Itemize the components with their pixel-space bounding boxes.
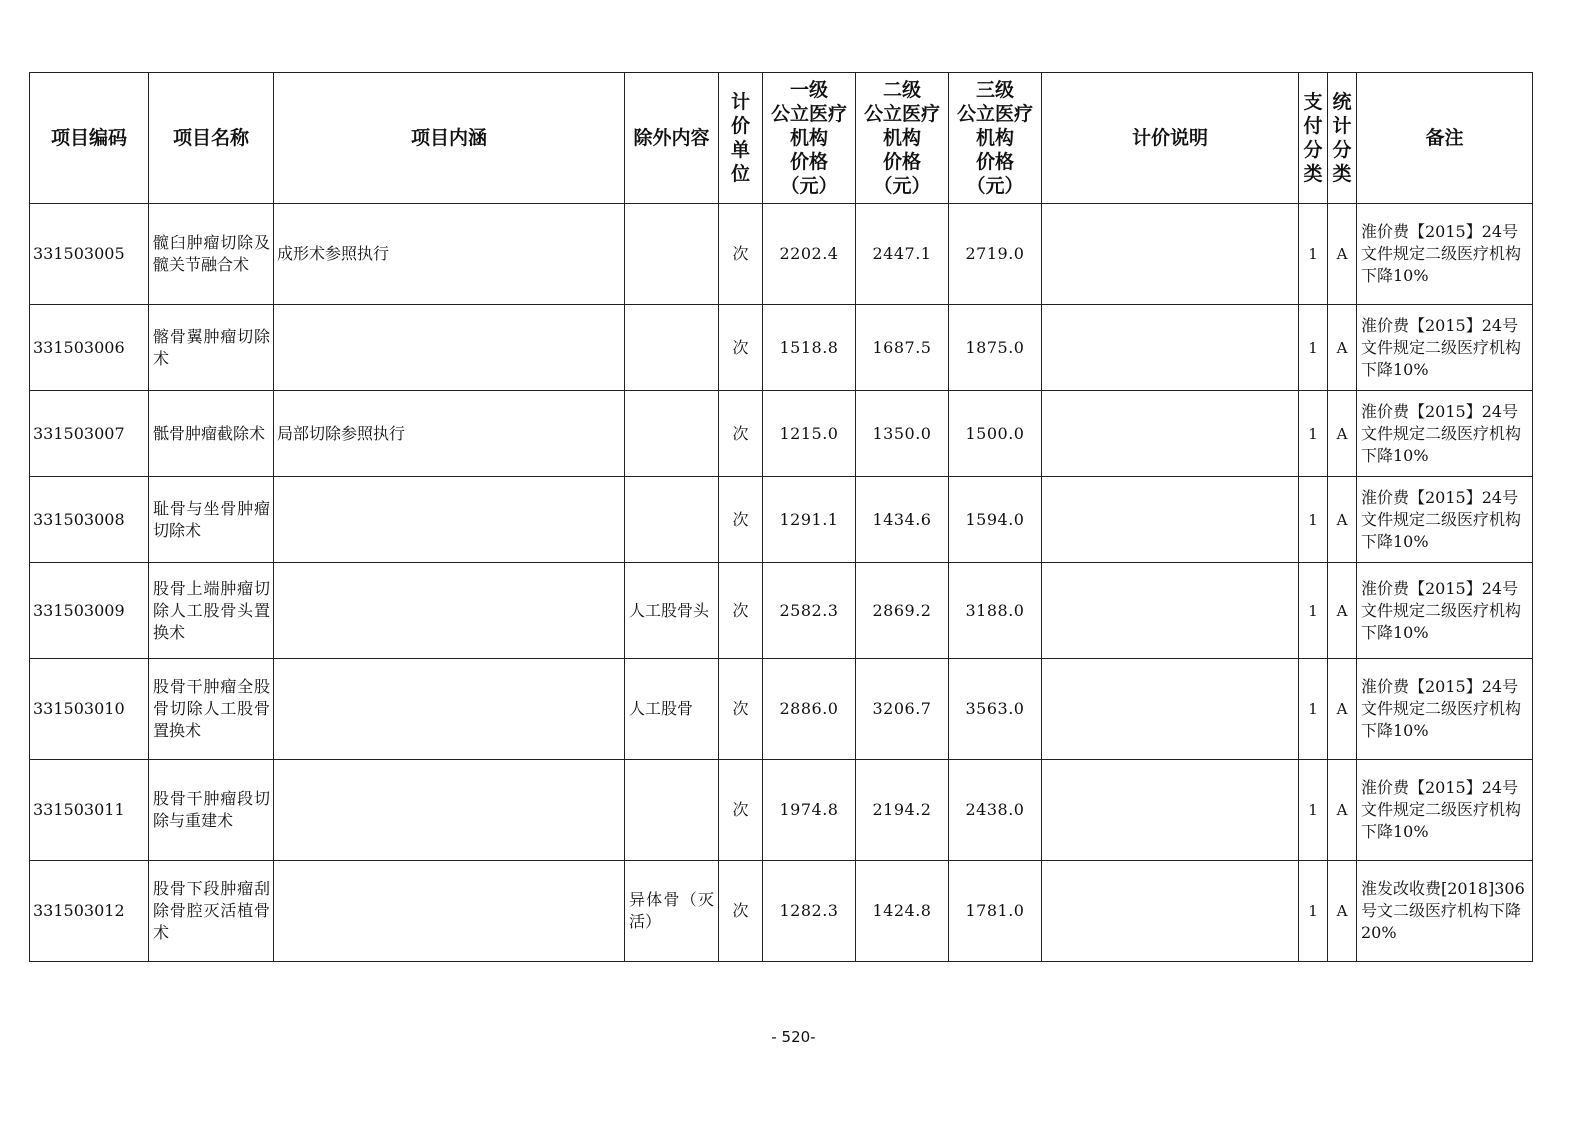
table-row bbox=[30, 477, 1533, 563]
cell-pay-class: 1 bbox=[1299, 477, 1328, 563]
cell-code: 331503006 bbox=[30, 305, 149, 391]
cell-code: 331503008 bbox=[30, 477, 149, 563]
header-pay-class: 支 付 分 类 bbox=[1299, 73, 1328, 204]
header-exclude: 除外内容 bbox=[625, 73, 719, 204]
cell-price-level1: 2582.3 bbox=[763, 563, 856, 659]
cell-desc bbox=[1042, 659, 1299, 760]
header-price-level2: 二级 公立医疗 机构 价格 （元） bbox=[856, 73, 949, 204]
cell-code: 331503012 bbox=[30, 861, 149, 962]
cell-unit: 次 bbox=[719, 305, 763, 391]
table-row bbox=[30, 391, 1533, 477]
cell-content bbox=[274, 477, 625, 563]
cell-pay-class: 1 bbox=[1299, 204, 1328, 305]
header-name: 项目名称 bbox=[149, 73, 274, 204]
cell-remark: 淮价费【2015】24号文件规定二级医疗机构下降10% bbox=[1357, 760, 1533, 861]
cell-price-level3: 2719.0 bbox=[949, 204, 1042, 305]
cell-remark: 淮发改收费[2018]306号文二级医疗机构下降20% bbox=[1357, 861, 1533, 962]
cell-content bbox=[274, 659, 625, 760]
cell-name: 股骨干肿瘤段切除与重建术 bbox=[149, 760, 274, 861]
cell-pay-class: 1 bbox=[1299, 563, 1328, 659]
cell-price-level2: 2869.2 bbox=[856, 563, 949, 659]
table-row bbox=[30, 204, 1533, 305]
cell-exclude bbox=[625, 391, 719, 477]
cell-price-level1: 1282.3 bbox=[763, 861, 856, 962]
cell-price-level1: 2886.0 bbox=[763, 659, 856, 760]
cell-stat-class: A bbox=[1328, 861, 1357, 962]
cell-desc bbox=[1042, 563, 1299, 659]
cell-price-level2: 2194.2 bbox=[856, 760, 949, 861]
cell-content: 局部切除参照执行 bbox=[274, 391, 625, 477]
table-row bbox=[30, 305, 1533, 391]
cell-remark: 淮价费【2015】24号文件规定二级医疗机构下降10% bbox=[1357, 477, 1533, 563]
table-row bbox=[30, 861, 1533, 962]
header-price-level1: 一级 公立医疗 机构 价格 （元） bbox=[763, 73, 856, 204]
header-code: 项目编码 bbox=[30, 73, 149, 204]
cell-exclude: 人工股骨头 bbox=[625, 563, 719, 659]
header-content: 项目内涵 bbox=[274, 73, 625, 204]
cell-price-level3: 3188.0 bbox=[949, 563, 1042, 659]
cell-unit: 次 bbox=[719, 760, 763, 861]
cell-unit: 次 bbox=[719, 659, 763, 760]
cell-price-level2: 1424.8 bbox=[856, 861, 949, 962]
table-row bbox=[30, 760, 1533, 861]
cell-pay-class: 1 bbox=[1299, 305, 1328, 391]
cell-desc bbox=[1042, 204, 1299, 305]
header-unit: 计 价 单 位 bbox=[719, 73, 763, 204]
cell-pay-class: 1 bbox=[1299, 659, 1328, 760]
cell-stat-class: A bbox=[1328, 305, 1357, 391]
cell-stat-class: A bbox=[1328, 204, 1357, 305]
cell-content: 成形术参照执行 bbox=[274, 204, 625, 305]
cell-stat-class: A bbox=[1328, 563, 1357, 659]
cell-unit: 次 bbox=[719, 204, 763, 305]
cell-code: 331503007 bbox=[30, 391, 149, 477]
cell-price-level3: 1875.0 bbox=[949, 305, 1042, 391]
cell-name: 骶骨肿瘤截除术 bbox=[149, 391, 274, 477]
cell-content bbox=[274, 305, 625, 391]
cell-exclude: 人工股骨 bbox=[625, 659, 719, 760]
cell-price-level3: 1594.0 bbox=[949, 477, 1042, 563]
cell-price-level1: 2202.4 bbox=[763, 204, 856, 305]
cell-remark: 淮价费【2015】24号文件规定二级医疗机构下降10% bbox=[1357, 204, 1533, 305]
cell-code: 331503005 bbox=[30, 204, 149, 305]
cell-pay-class: 1 bbox=[1299, 760, 1328, 861]
cell-remark: 淮价费【2015】24号文件规定二级医疗机构下降10% bbox=[1357, 659, 1533, 760]
cell-price-level3: 1500.0 bbox=[949, 391, 1042, 477]
cell-remark: 淮价费【2015】24号文件规定二级医疗机构下降10% bbox=[1357, 563, 1533, 659]
page-number: - 520- bbox=[771, 1028, 816, 1046]
cell-price-level1: 1291.1 bbox=[763, 477, 856, 563]
cell-content bbox=[274, 861, 625, 962]
cell-code: 331503011 bbox=[30, 760, 149, 861]
cell-desc bbox=[1042, 391, 1299, 477]
cell-price-level2: 1434.6 bbox=[856, 477, 949, 563]
cell-content bbox=[274, 563, 625, 659]
cell-price-level3: 2438.0 bbox=[949, 760, 1042, 861]
cell-price-level2: 2447.1 bbox=[856, 204, 949, 305]
cell-price-level1: 1215.0 bbox=[763, 391, 856, 477]
cell-price-level2: 1687.5 bbox=[856, 305, 949, 391]
cell-remark: 淮价费【2015】24号文件规定二级医疗机构下降10% bbox=[1357, 305, 1533, 391]
cell-stat-class: A bbox=[1328, 760, 1357, 861]
header-price-level3: 三级 公立医疗 机构 价格 （元） bbox=[949, 73, 1042, 204]
cell-stat-class: A bbox=[1328, 477, 1357, 563]
cell-stat-class: A bbox=[1328, 659, 1357, 760]
price-table bbox=[29, 72, 1533, 962]
cell-unit: 次 bbox=[719, 563, 763, 659]
cell-name: 股骨上端肿瘤切除人工股骨头置换术 bbox=[149, 563, 274, 659]
cell-name: 耻骨与坐骨肿瘤切除术 bbox=[149, 477, 274, 563]
cell-price-level2: 3206.7 bbox=[856, 659, 949, 760]
cell-desc bbox=[1042, 477, 1299, 563]
cell-unit: 次 bbox=[719, 391, 763, 477]
cell-name: 股骨干肿瘤全股骨切除人工股骨置换术 bbox=[149, 659, 274, 760]
table-row bbox=[30, 563, 1533, 659]
cell-code: 331503010 bbox=[30, 659, 149, 760]
cell-content bbox=[274, 760, 625, 861]
cell-name: 髋臼肿瘤切除及髋关节融合术 bbox=[149, 204, 274, 305]
cell-price-level2: 1350.0 bbox=[856, 391, 949, 477]
cell-code: 331503009 bbox=[30, 563, 149, 659]
cell-price-level3: 1781.0 bbox=[949, 861, 1042, 962]
cell-exclude bbox=[625, 477, 719, 563]
header-desc: 计价说明 bbox=[1042, 73, 1299, 204]
cell-price-level3: 3563.0 bbox=[949, 659, 1042, 760]
cell-exclude bbox=[625, 305, 719, 391]
cell-name: 髂骨翼肿瘤切除术 bbox=[149, 305, 274, 391]
cell-price-level1: 1518.8 bbox=[763, 305, 856, 391]
table-row bbox=[30, 659, 1533, 760]
header-remark: 备注 bbox=[1357, 73, 1533, 204]
cell-unit: 次 bbox=[719, 477, 763, 563]
cell-exclude bbox=[625, 760, 719, 861]
cell-remark: 淮价费【2015】24号文件规定二级医疗机构下降10% bbox=[1357, 391, 1533, 477]
cell-stat-class: A bbox=[1328, 391, 1357, 477]
cell-unit: 次 bbox=[719, 861, 763, 962]
cell-pay-class: 1 bbox=[1299, 391, 1328, 477]
cell-pay-class: 1 bbox=[1299, 861, 1328, 962]
cell-exclude: 异体骨（灭活） bbox=[625, 861, 719, 962]
cell-desc bbox=[1042, 861, 1299, 962]
header-stat-class: 统 计 分 类 bbox=[1328, 73, 1357, 204]
cell-exclude bbox=[625, 204, 719, 305]
header-row bbox=[30, 73, 1533, 204]
cell-desc bbox=[1042, 305, 1299, 391]
cell-name: 股骨下段肿瘤刮除骨腔灭活植骨术 bbox=[149, 861, 274, 962]
cell-price-level1: 1974.8 bbox=[763, 760, 856, 861]
cell-desc bbox=[1042, 760, 1299, 861]
